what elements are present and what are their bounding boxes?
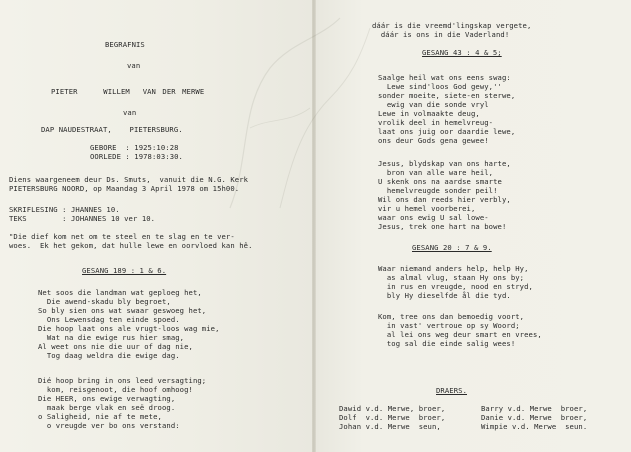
van-line: van: [127, 61, 141, 70]
verse-line: Die HEER, ons ewige verwagting,: [38, 394, 176, 403]
bearer-name: Barry v.d. Merwe broer,: [481, 404, 588, 413]
verse-line: Dié hoop bring in ons leed versagting;: [38, 376, 207, 385]
address-line: DAP NAUDESTRAAT, PIETERSBURG.: [41, 125, 183, 134]
verse-line: waar ons ewig U sal lowe-: [378, 213, 489, 222]
faint-watermark-illustration: [210, 8, 380, 218]
bearer-name: Wimpie v.d. Merwe seun.: [481, 422, 588, 431]
hymn-43-title: GESANG 43 : 4 & 5;: [422, 48, 502, 57]
verse-line: dáár is die vreemd'lingskap vergete,: [372, 21, 532, 30]
bearer-name: Johan v.d. Merwe seun,: [339, 422, 441, 431]
verse-line: bly Hy dieselfde ål die tyd.: [378, 291, 511, 300]
verse-line: Kom, tree ons dan bemoedig voort,: [378, 312, 525, 321]
heading-begrafnis: BEGRAFNIS: [105, 40, 145, 49]
verse-line: kom, reisgenoot, die hoof omhoog!: [38, 385, 193, 394]
verse-line: in vast' vertroue op sy Woord;: [378, 321, 520, 330]
verse-line: o Saligheid, nie af te mete,: [38, 412, 162, 421]
deceased-name: PIETER WILLEM VAN DER MERWE: [51, 87, 205, 96]
verse-line: Die awend-skadu bly begroet,: [38, 297, 171, 306]
verse-line: as almal vlug, staan Hy ons by;: [378, 273, 525, 282]
verse-line: Jesus, trek one hart na bowe!: [378, 222, 507, 231]
quote-line: woes. Ek het gekom, dat hulle lewe en oorvloed kan hê.: [9, 241, 253, 250]
bearer-name: Dolf v.d. Merwe broer,: [339, 413, 446, 422]
verse-line: Wil ons dan reeds hier verbly,: [378, 195, 511, 204]
verse-line: ons deur Gods gena gewee!: [378, 136, 489, 145]
verse-line: Die hoop laat ons ale vrugt-loos wag mie,: [38, 324, 220, 333]
verse-line: vir u hemel voorberei,: [378, 204, 476, 213]
service-line: Diens waargeneem deur Ds. Smuts, vanuit die N.G. Kerk: [9, 175, 249, 184]
verse-line: Jesus, blydskap van ons harte,: [378, 159, 511, 168]
verse-line: Net soos die landman wat geploeg het,: [38, 288, 202, 297]
verse-line: hemelvreugde sonder peil!: [378, 186, 498, 195]
verse-line: Lewe sind'loos God gewy,'': [378, 82, 502, 91]
verse-line: Saalge heil wat ons eens swag:: [378, 73, 511, 82]
bearer-name: Danie v.d. Merwe broer,: [481, 413, 588, 422]
verse-line: bron van alle ware heil,: [378, 168, 494, 177]
scripture-reading: SKRIFLESING : JHANNES 10.: [9, 205, 120, 214]
verse-line: ewig van die sonde vryl: [378, 100, 489, 109]
verse-line: Waar niemand anders help, help Hy,: [378, 264, 529, 273]
death-date: OORLEDE : 1978:03:30.: [90, 152, 183, 161]
verse-line: al lei ons weg deur smart en vrees,: [378, 330, 542, 339]
verse-line: So bly sien ons wat swaar geswoeg het,: [38, 306, 207, 315]
van-line: van: [123, 108, 137, 117]
verse-line: Tog daag weldra die ewige dag.: [38, 351, 180, 360]
birth-date: GEBORE : 1925:10:28: [90, 143, 179, 152]
sermon-text: TEKS : JOHANNES 10 ver 10.: [9, 214, 156, 223]
verse-line: laat ons juig oor daardie lewe,: [378, 127, 516, 136]
verse-line: tog sal die einde salig wees!: [378, 339, 516, 348]
verse-line: maak berge vlak en seë droog.: [38, 403, 176, 412]
bearer-name: Dawid v.d. Merwe, broer,: [339, 404, 446, 413]
verse-line: Al weet ons nie die uur of dag nie,: [38, 342, 193, 351]
verse-line: Ons Lewensdag ten einde spoed.: [38, 315, 180, 324]
bearers-title: DRAERS.: [436, 386, 467, 395]
verse-line: U skenk ons na aardse smarte: [378, 177, 502, 186]
verse-line: in rus en vreugde, nood en stryd,: [378, 282, 533, 291]
service-line: PIETERSBURG NOORD, op Maandag 3 April 1978 om 15h00.: [9, 184, 240, 193]
hymn-20-title: GESANG 20 : 7 & 9.: [412, 243, 492, 252]
verse-line: Lewe in volmaakte deug,: [378, 109, 480, 118]
verse-line: o vreugde ver bo ons verstand:: [38, 421, 180, 430]
verse-line: vrolik deel in hemelvreug-: [378, 118, 494, 127]
verse-line: sonder moeite, siete-en sterwe,: [378, 91, 516, 100]
quote-line: "Die dief kom net om te steel en te slag en te ver-: [9, 232, 235, 241]
hymn-189-title: GESANG 189 : 1 & 6.: [82, 266, 167, 275]
verse-line: Wat na die ewige rus hier smag,: [38, 333, 185, 342]
verse-line: dáár is ons in die Vaderland!: [372, 30, 510, 39]
